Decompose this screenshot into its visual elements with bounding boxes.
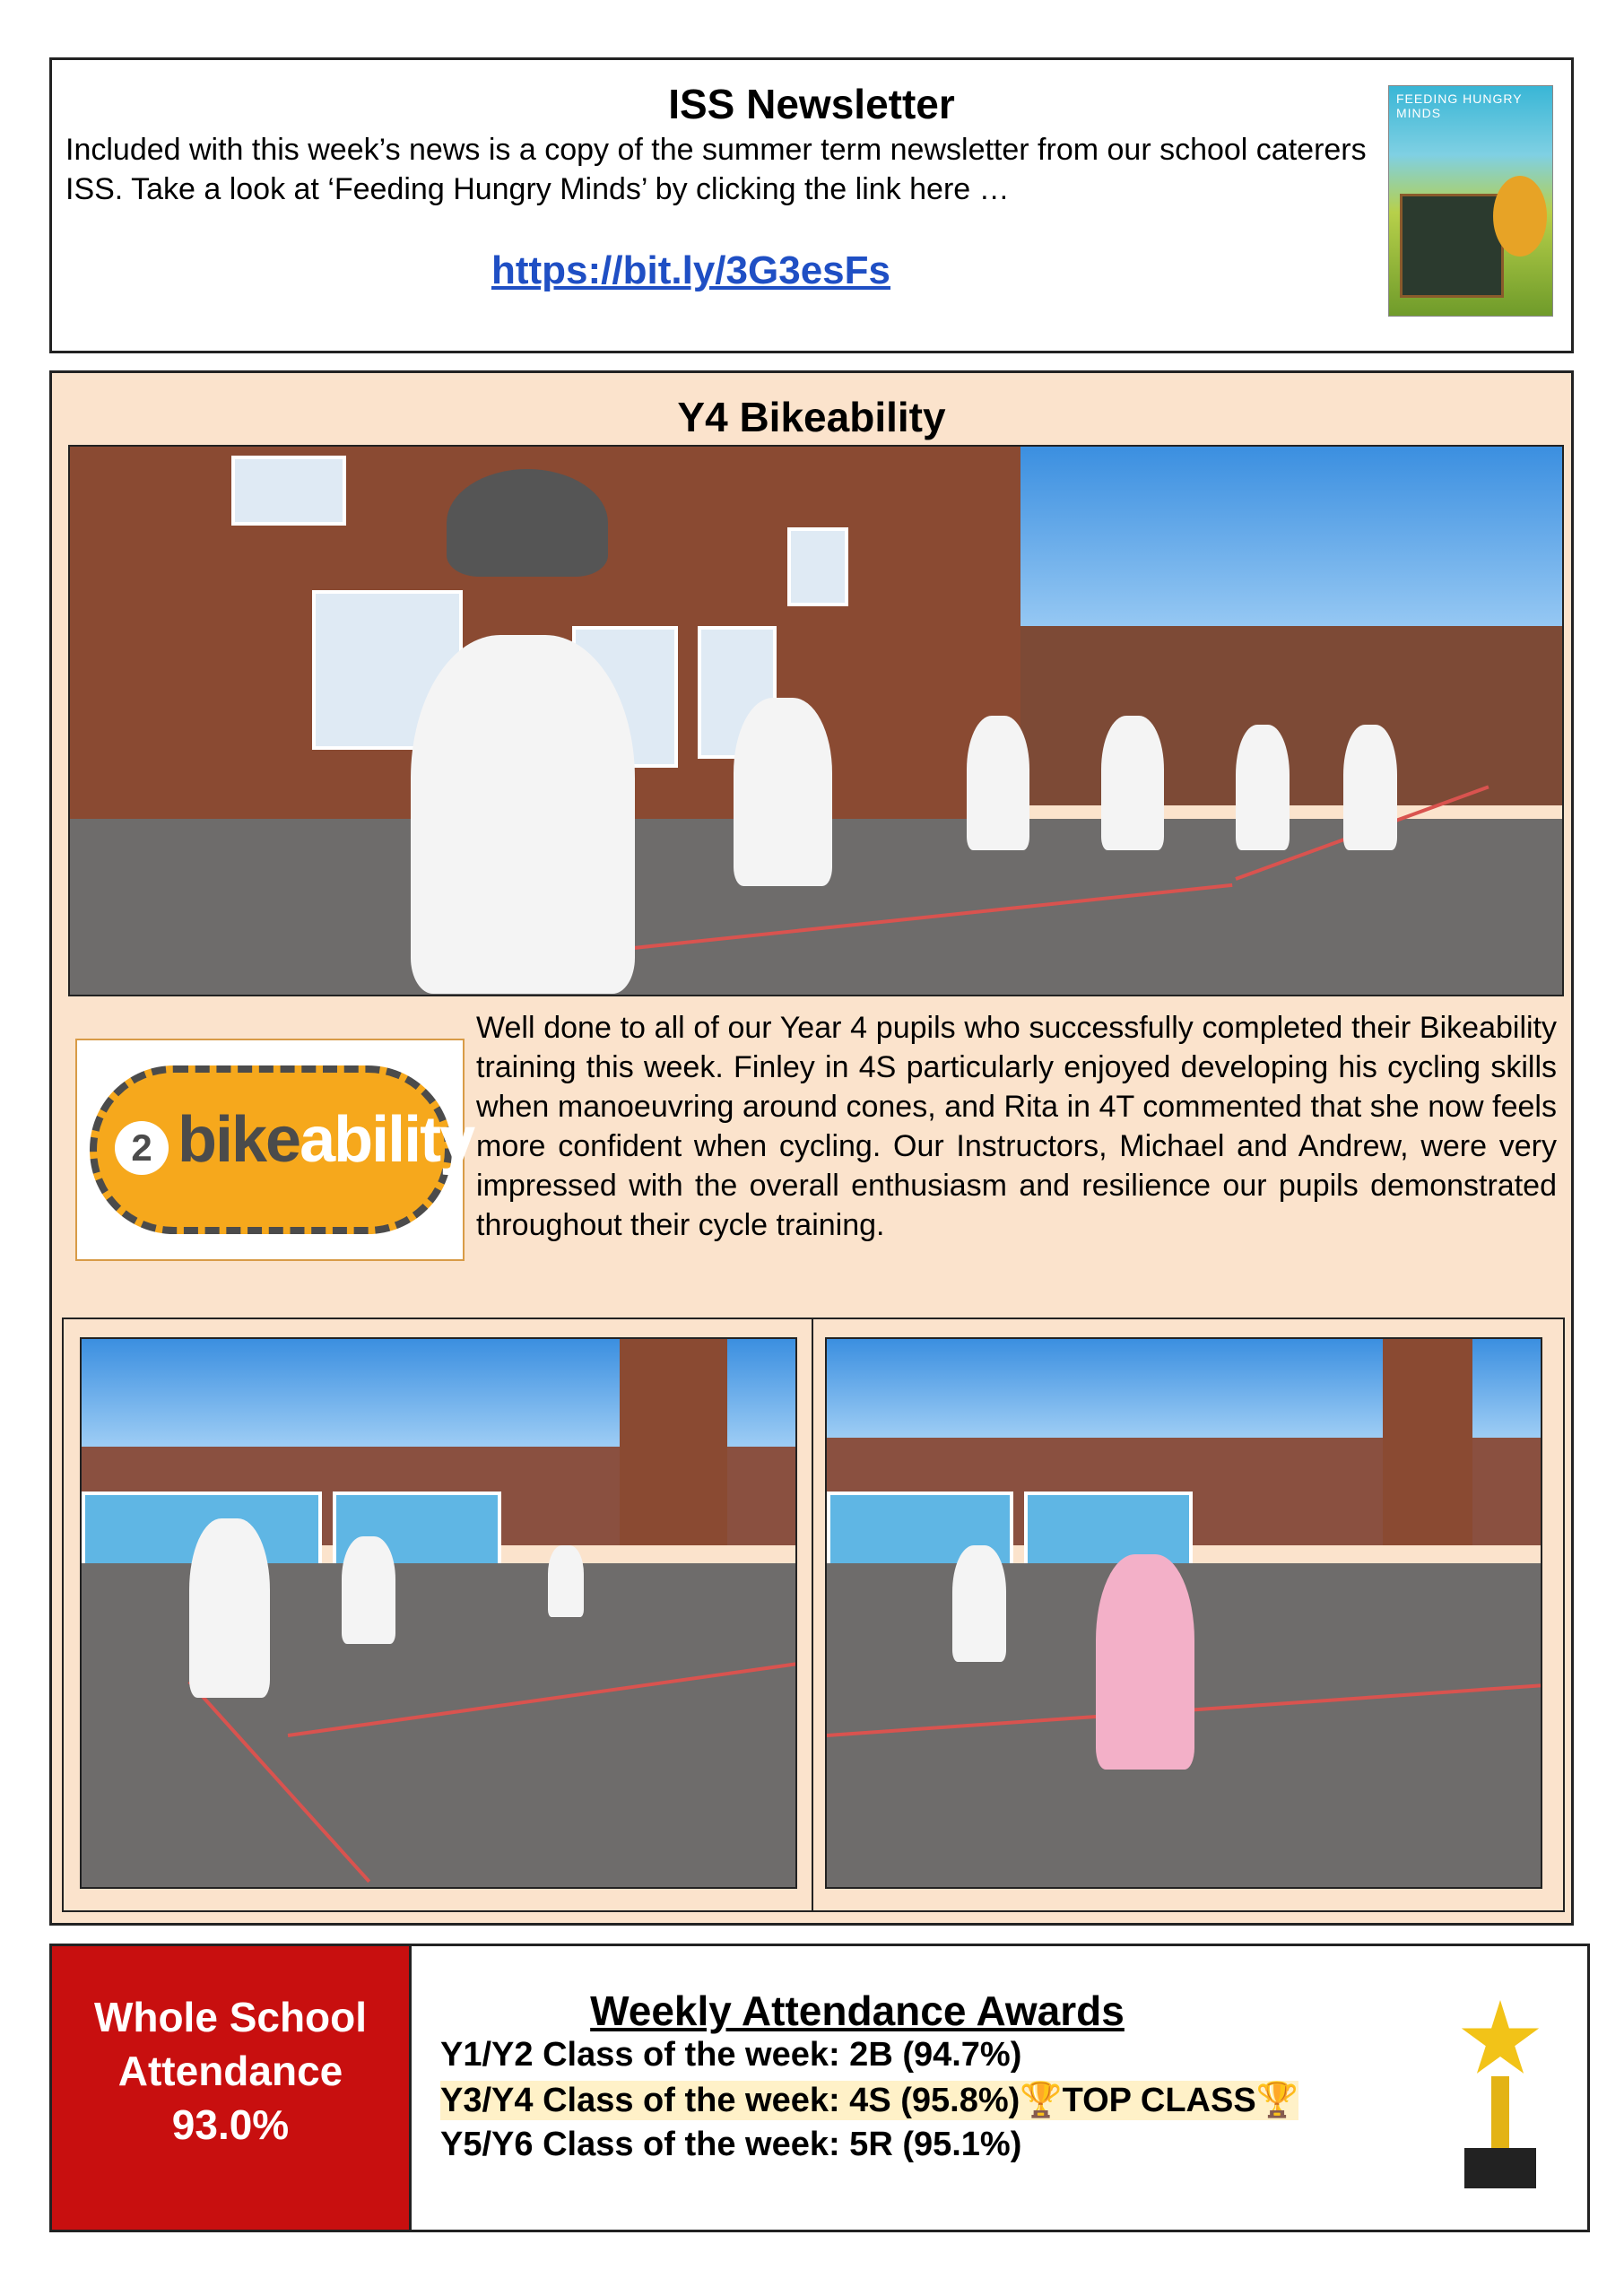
photo-divider: [812, 1319, 813, 1910]
pupil-on-bike: [734, 698, 832, 886]
pupil-on-bike: [1236, 725, 1290, 850]
chimney: [620, 1339, 727, 1545]
window: [231, 456, 346, 526]
tree-graphic: [1493, 176, 1547, 257]
pupil-on-bike: [189, 1518, 270, 1698]
trophy-icon: [1451, 2000, 1550, 2197]
award-row-y3y4: Y3/Y4 Class of the week: 4S (95.8%)🏆TOP CLASS🏆: [440, 2082, 1298, 2119]
trophy-base: [1464, 2148, 1536, 2188]
logo-wordmark: [178, 1103, 473, 1177]
pupil-on-bike: [1096, 1554, 1194, 1770]
bikeability-photo-left: [80, 1337, 797, 1889]
whole-school-label-line1: Whole School: [93, 1994, 368, 2040]
chalkboard-graphic: [1400, 194, 1504, 298]
chimney: [1383, 1339, 1472, 1545]
bikeability-logo: [75, 1039, 474, 1261]
whole-school-label-line2: Attendance: [117, 2048, 343, 2094]
bikeability-group-photo: [68, 445, 1564, 996]
pupil-on-bike: [967, 716, 1029, 850]
pupil-on-bike: [411, 635, 635, 994]
pupil-on-bike: [548, 1545, 584, 1617]
trophy-stem: [1491, 2076, 1509, 2148]
pupil-on-bike: [342, 1536, 395, 1644]
bikeability-title: Y4 Bikeability: [677, 394, 946, 440]
bikeability-text: Well done to all of our Year 4 pupils who successfully completed their Bikeability training this week. Finley in 4S particularly enjoyed developing his cycling skills when manoeuvring around cones, and Rita in 4T commented that she now feels more confident when cycling. Our Instructors, Michael and Andrew, were very impressed with the overall enthusiasm and resilience our pupils demonstrated throughout their cycle training.: [476, 1011, 1557, 1242]
attendance-section: [49, 1944, 1590, 2232]
logo-word-ability: ability: [300, 1104, 474, 1176]
window: [787, 527, 848, 606]
bikeability-photo-right: [825, 1337, 1542, 1889]
feeding-hungry-minds-cover-image: [1388, 85, 1553, 317]
whole-school-attendance-value: 93.0%: [171, 2101, 290, 2148]
award-row-y5y6: Y5/Y6 Class of the week: 5R (95.1%): [440, 2126, 1022, 2163]
iss-body-text: Included with this week’s news is a copy of the summer term newsletter from our school caterers ISS. Take a look at ‘Feeding Hungry Minds’ by clicking the link here …: [65, 133, 1367, 206]
pupil-on-bike: [952, 1545, 1006, 1662]
logo-level-number: 2: [115, 1121, 169, 1175]
bikeability-photo-pair: [62, 1318, 1565, 1912]
whole-school-attendance-panel: [52, 1946, 412, 2230]
helmet: [447, 469, 608, 577]
pupil-on-bike: [1343, 725, 1397, 850]
iss-newsletter-link[interactable]: https://bit.ly/3G3esFs: [491, 248, 890, 292]
iss-title: ISS Newsletter: [668, 81, 955, 127]
trophy-star: [1460, 2000, 1541, 2081]
pupil-on-bike: [1101, 716, 1164, 850]
weekly-awards-title: Weekly Attendance Awards: [590, 1987, 1125, 2034]
bikeability-section: [49, 370, 1574, 1926]
award-row-y1y2: Y1/Y2 Class of the week: 2B (94.7%): [440, 2036, 1022, 2074]
cover-title: FEEDING HUNGRY MINDS: [1396, 91, 1523, 120]
iss-newsletter-section: [49, 57, 1574, 353]
logo-word-bike: bike: [178, 1104, 300, 1176]
